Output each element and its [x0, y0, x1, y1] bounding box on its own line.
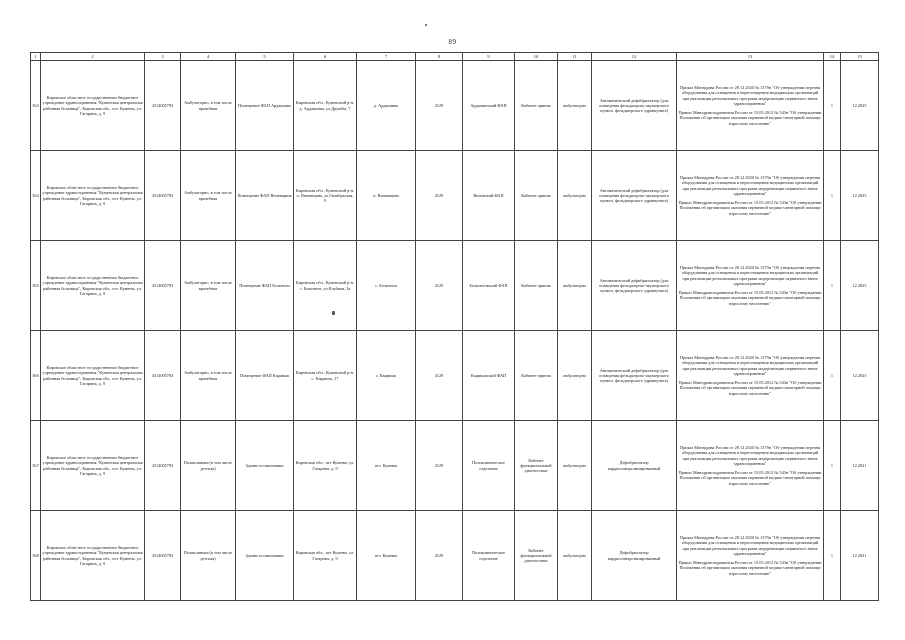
care-condition-cell: амбулаторно — [558, 511, 592, 601]
room-cell: Кабинет приема — [515, 241, 558, 331]
header-cell: 2 — [41, 53, 145, 61]
service-type-cell: Амбулаторно, в том числе врачебная — [181, 61, 236, 151]
unit-cell: Здание поликлиники — [236, 511, 294, 601]
code-cell: 4129 — [416, 331, 463, 421]
care-condition-cell: амбулаторно — [558, 61, 592, 151]
quantity-cell: 1 — [824, 241, 841, 331]
inn-cell: 4314005783 — [145, 151, 181, 241]
equipment-cell: Автоматический дефибриллятор (для оснащения фельдшерско-акушерского пункта, фельдшерского здравпункта) — [592, 241, 677, 331]
header-cell: 10 — [515, 53, 558, 61]
row-number: 363 — [31, 61, 41, 151]
quantity-cell: 1 — [824, 151, 841, 241]
organization-cell: Кировское областное государственное бюджетное учреждение здравоохранения "Куменская центральная районная больница", Кировская обл., пгт. Кумены, ул. Гагарина, д. 9 — [41, 421, 145, 511]
organization-cell: Кировское областное государственное бюджетное учреждение здравоохранения "Куменская центральная районная больница", Кировская обл., пгт. Кумены, ул. Гагарина, д. 9 — [41, 151, 145, 241]
unit-cell: Помещение ФАП Ардашины — [236, 61, 294, 151]
equipment-cell: Автоматический дефибриллятор (для оснащения фельдшерско-акушерского пункта, фельдшерского здравпункта) — [592, 151, 677, 241]
regulation-order-2: Приказ Минздравсоцразвития России от 15.05.2012 № 543н "Об утверждении Положения об организации оказания первичной медико-санитарной помощи взрослому населению" — [678, 290, 822, 306]
settlement-cell: д. Ардашины — [357, 61, 416, 151]
regulation-cell — [677, 511, 824, 601]
table-row — [31, 61, 879, 151]
room-cell: Кабинет приема — [515, 331, 558, 421]
service-type-cell: Поликлиника (в том числе детская) — [181, 421, 236, 511]
unit-cell: Здание поликлиники — [236, 421, 294, 511]
table-row — [31, 331, 879, 421]
department-cell: Ардашинский ФАП — [463, 61, 515, 151]
row-number: 366 — [31, 331, 41, 421]
regulation-cell — [677, 241, 824, 331]
service-type-cell: Поликлиника (в том числе детская) — [181, 511, 236, 601]
header-cell: 4 — [181, 53, 236, 61]
regulation-order-1: Приказ Минздрава России от 28.12.2020 № 1379н "Об утверждении перечня оборудования для оснащения и переоснащения медицинских организаций при реализации региональных программ модернизации первичного звена здравоохранения" — [680, 445, 820, 466]
equipment-cell: Автоматический дефибриллятор (для оснащения фельдшерско-акушерского пункта, фельдшерского здравпункта) — [592, 331, 677, 421]
address-cell: Кировская обл., пгт Кумены, ул. Гагарина, д. 9 — [294, 421, 357, 511]
date-cell: 12.2021 — [841, 511, 879, 601]
inn-cell: 4314005783 — [145, 421, 181, 511]
regulation-order-2: Приказ Минздравсоцразвития России от 15.05.2012 № 543н "Об утверждении Положения об организации оказания первичной медико-санитарной помощи взрослому населению" — [678, 560, 822, 576]
settlement-cell: пгт. Кумены — [357, 421, 416, 511]
department-cell: Кырмыжский ФАП — [463, 331, 515, 421]
quantity-cell: 1 — [824, 61, 841, 151]
date-cell: 12.2025 — [841, 241, 879, 331]
quantity-cell: 1 — [824, 511, 841, 601]
header-cell: 14 — [824, 53, 841, 61]
table-row — [31, 241, 879, 331]
equipment-table — [30, 52, 879, 601]
care-condition-cell: амбулаторно — [558, 421, 592, 511]
inn-cell: 4314005783 — [145, 331, 181, 421]
date-cell: 12.2025 — [841, 61, 879, 151]
room-cell: Кабинет функциональной диагностики — [515, 511, 558, 601]
room-cell: Кабинет приема — [515, 151, 558, 241]
header-cell: 9 — [463, 53, 515, 61]
date-cell: 12.2025 — [841, 331, 879, 421]
row-number: 367 — [31, 421, 41, 511]
regulation-cell — [677, 421, 824, 511]
regulation-order-1: Приказ Минздрава России от 28.12.2020 № 1379н "Об утверждении перечня оборудования для оснащения и переоснащения медицинских организаций при реализации региональных программ модернизации первичного звена здравоохранения" — [680, 85, 820, 106]
header-cell: 8 — [416, 53, 463, 61]
care-condition-cell: амбулаторно — [558, 331, 592, 421]
code-cell: 4129 — [416, 241, 463, 331]
table-row — [31, 151, 879, 241]
row-number: 365 — [31, 241, 41, 331]
service-type-cell: Амбулаторно, в том числе врачебная — [181, 241, 236, 331]
service-type-cell: Амбулаторно, в том числе врачебная — [181, 151, 236, 241]
settlement-cell: с. Бельтюги — [357, 241, 416, 331]
header-cell: 1 — [31, 53, 41, 61]
row-number: 364 — [31, 151, 41, 241]
regulation-order-1: Приказ Минздрава России от 28.12.2020 № 1379н "Об утверждении перечня оборудования для оснащения и переоснащения медицинских организаций при реализации региональных программ модернизации первичного звена здравоохранения" — [680, 265, 820, 286]
regulation-order-2: Приказ Минздравсоцразвития России от 15.05.2012 № 543н "Об утверждении Положения об организации оказания первичной медико-санитарной помощи взрослому населению" — [678, 200, 822, 216]
inn-cell: 4314005783 — [145, 241, 181, 331]
table-row — [31, 511, 879, 601]
code-cell: 4129 — [416, 511, 463, 601]
unit-cell: Помещение ФАП Бельтюги — [236, 241, 294, 331]
department-cell: Вичевский ФАП — [463, 151, 515, 241]
unit-cell: Помещение ФАП Вичевщина — [236, 151, 294, 241]
date-cell: 12.2025 — [841, 151, 879, 241]
department-cell: Бельтюговский ФАП — [463, 241, 515, 331]
care-condition-cell: амбулаторно — [558, 241, 592, 331]
equipment-cell: Дефибриллятор кардиосинхронизированный — [592, 511, 677, 601]
header-cell: 13 — [677, 53, 824, 61]
page-number: 89 — [448, 38, 457, 46]
settlement-cell: п. Вичевщина — [357, 151, 416, 241]
care-condition-cell: амбулаторно — [558, 151, 592, 241]
regulation-order-2: Приказ Минздравсоцразвития России от 15.05.2012 № 543н "Об утверждении Положения об организации оказания первичной медико-санитарной помощи взрослому населению" — [678, 380, 822, 396]
address-cell: Кировская обл., Куменский р-н, п. Вичевщина, ул.Октябрьская, 9 — [294, 151, 357, 241]
equipment-cell: Автоматический дефибриллятор (для оснащения фельдшерско-акушерского пункта, фельдшерского здравпункта) — [592, 61, 677, 151]
room-cell: Кабинет приема — [515, 61, 558, 151]
address-cell: Кировская обл., Куменский р-н, д. Ардашины, ул.Дружбы, 7 — [294, 61, 357, 151]
regulation-order-2: Приказ Минздравсоцразвития России от 15.05.2012 № 543н "Об утверждении Положения об организации оказания первичной медико-санитарной помощи взрослому населению" — [678, 110, 822, 126]
code-cell: 4129 — [416, 151, 463, 241]
regulation-cell — [677, 61, 824, 151]
service-type-cell: Амбулаторно, в том числе врачебная — [181, 331, 236, 421]
table-row — [31, 421, 879, 511]
department-cell: Поликлиническое отделение — [463, 511, 515, 601]
organization-cell: Кировское областное государственное бюджетное учреждение здравоохранения "Куменская центральная районная больница", Кировская обл., пгт. Кумены, ул. Гагарина, д. 9 — [41, 511, 145, 601]
header-cell: 3 — [145, 53, 181, 61]
header-row — [31, 53, 879, 61]
quantity-cell: 1 — [824, 421, 841, 511]
organization-cell: Кировское областное государственное бюджетное учреждение здравоохранения "Куменская центральная районная больница", Кировская обл., пгт. Кумены, ул. Гагарина, д. 9 — [41, 331, 145, 421]
header-cell: 5 — [236, 53, 294, 61]
equipment-cell: Дефибриллятор кардиосинхронизированный — [592, 421, 677, 511]
address-cell: Кировская обл., Куменский р-н, с. Бельтюги, ул.Клубная, 3а — [294, 241, 357, 331]
regulation-cell — [677, 331, 824, 421]
inn-cell: 4314005783 — [145, 511, 181, 601]
department-cell: Поликлиническое отделение — [463, 421, 515, 511]
organization-cell: Кировское областное государственное бюджетное учреждение здравоохранения "Куменская центральная районная больница", Кировская обл., пгт. Кумены, ул. Гагарина, д. 9 — [41, 61, 145, 151]
regulation-order-1: Приказ Минздрава России от 28.12.2020 № 1379н "Об утверждении перечня оборудования для оснащения и переоснащения медицинских организаций при реализации региональных программ модернизации первичного звена здравоохранения" — [680, 355, 820, 376]
row-number: 368 — [31, 511, 41, 601]
regulation-cell — [677, 151, 824, 241]
inn-cell: 4314005783 — [145, 61, 181, 151]
settlement-cell: с. Кырмыж — [357, 331, 416, 421]
header-cell: 15 — [841, 53, 879, 61]
regulation-order-2: Приказ Минздравсоцразвития России от 15.05.2012 № 543н "Об утверждении Положения об организации оказания первичной медико-санитарной помощи взрослому населению" — [678, 470, 822, 486]
settlement-cell: пгт. Кумены — [357, 511, 416, 601]
address-cell: Кировская обл., Куменский р-н, с. Кырмыж, 17 — [294, 331, 357, 421]
unit-cell: Помещение ФАП Кырмыж — [236, 331, 294, 421]
header-cell: 7 — [357, 53, 416, 61]
scan-speck — [425, 24, 427, 26]
address-cell: Кировская обл., пгт Кумены, ул. Гагарина, д. 9 — [294, 511, 357, 601]
room-cell: Кабинет функциональной диагностики — [515, 421, 558, 511]
header-cell: 11 — [558, 53, 592, 61]
quantity-cell: 1 — [824, 331, 841, 421]
regulation-order-1: Приказ Минздрава России от 28.12.2020 № 1379н "Об утверждении перечня оборудования для оснащения и переоснащения медицинских организаций при реализации региональных программ модернизации первичного звена здравоохранения" — [680, 535, 820, 556]
organization-cell: Кировское областное государственное бюджетное учреждение здравоохранения "Куменская центральная районная больница", Кировская обл., пгт. Кумены, ул. Гагарина, д. 9 — [41, 241, 145, 331]
header-cell: 12 — [592, 53, 677, 61]
code-cell: 4129 — [416, 61, 463, 151]
header-cell: 6 — [294, 53, 357, 61]
date-cell: 12.2021 — [841, 421, 879, 511]
regulation-order-1: Приказ Минздрава России от 28.12.2020 № 1379н "Об утверждении перечня оборудования для оснащения и переоснащения медицинских организаций при реализации региональных программ модернизации первичного звена здравоохранения" — [680, 175, 820, 196]
code-cell: 4129 — [416, 421, 463, 511]
